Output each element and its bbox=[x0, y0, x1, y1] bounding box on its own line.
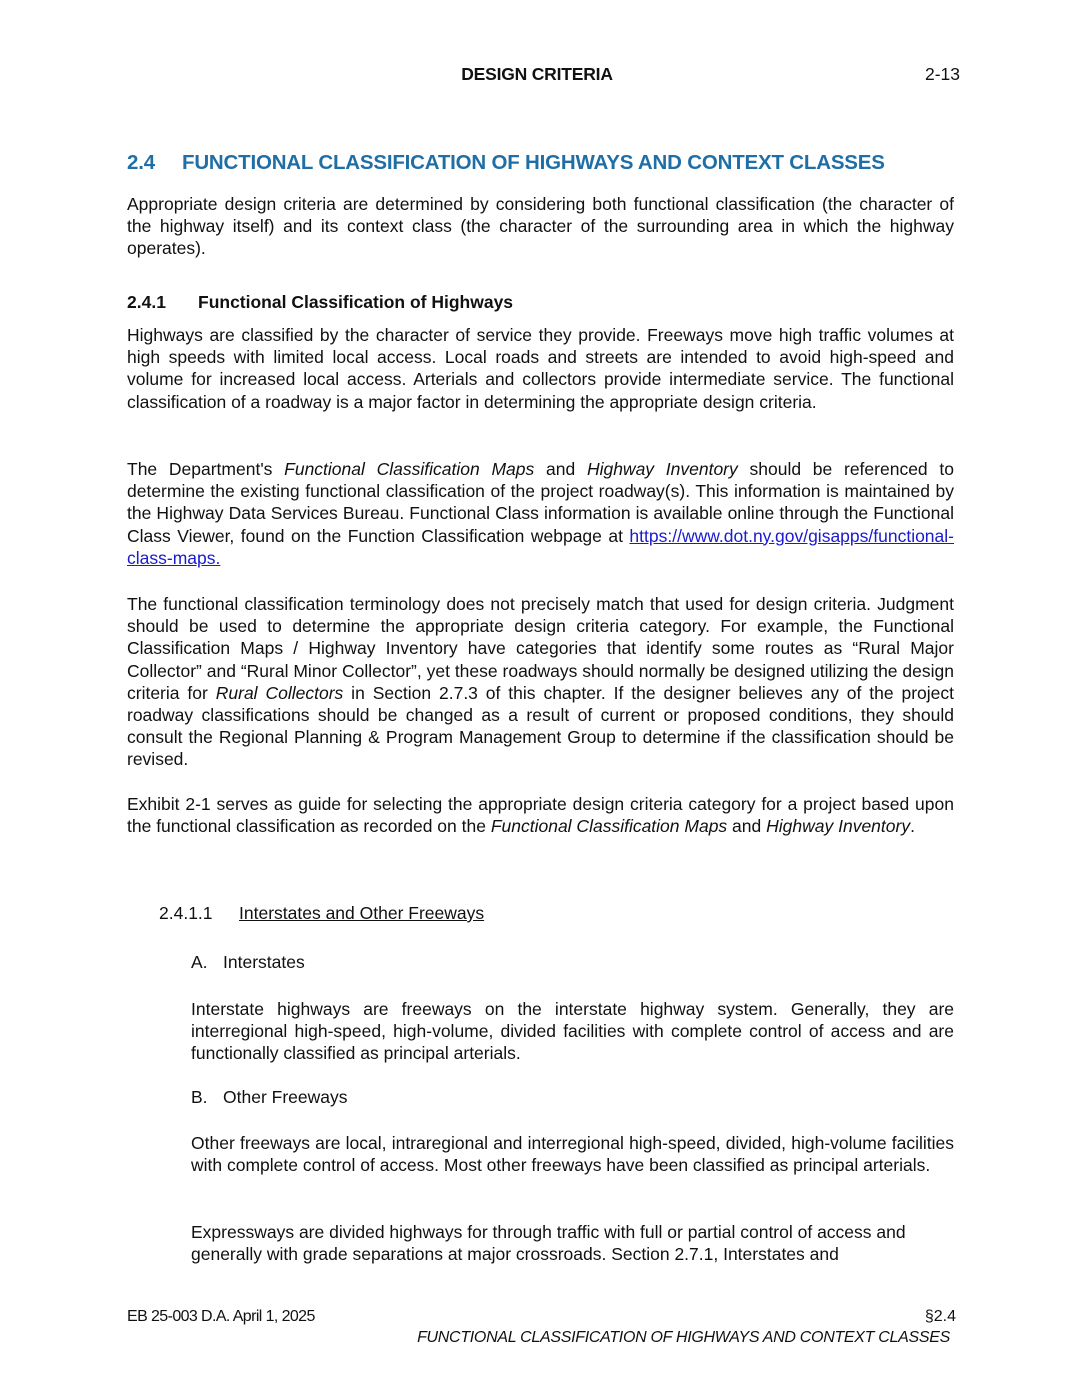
text: and bbox=[534, 459, 587, 479]
item-letter: B. bbox=[191, 1087, 208, 1107]
text: . bbox=[910, 816, 915, 837]
subsubsection-number: 2.4.1.1 bbox=[159, 903, 213, 923]
subsubsection-title: Interstates and Other Freeways bbox=[239, 903, 485, 923]
footer-section-title: FUNCTIONAL CLASSIFICATION OF HIGHWAYS AND CONTEXT CLASSES bbox=[417, 1329, 950, 1346]
item-title: Other Freeways bbox=[223, 1087, 348, 1107]
subsubsection-heading bbox=[159, 903, 484, 924]
paragraph-expressways: Expressways are divided highways for through traffic with full or partial control of access and generally with grade separations at major crossroads. Section 2.7.1, Interstates and bbox=[191, 1222, 906, 1265]
italic-text: Highway Inventory bbox=[586, 459, 738, 479]
paragraph-classification-maps bbox=[127, 458, 954, 569]
paragraph-other-freeways: Other freeways are local, intraregional and interregional high-speed, divided, high-volume facilities with complete control of access. Most other freeways have been classified as principal arterials. bbox=[191, 1133, 954, 1176]
item-letter: A. bbox=[191, 952, 208, 972]
paragraph-interstates: Interstate highways are freeways on the interstate highway system. Generally, they are interregional high-speed, high-volume, divided facilities with complete control of access and are functionally classified as principal arterials. bbox=[191, 999, 954, 1064]
item-heading-interstates bbox=[191, 952, 305, 973]
footer-document-id: EB 25-003 D.A. April 1, 2025 bbox=[127, 1308, 315, 1325]
paragraph-terminology bbox=[127, 593, 954, 771]
text: should be referenced to determine the existing functional classification of the project roadway(s). This information is maintained by the Highway Data Services Bureau. Functional Class information is available online through the Functional Class Viewer, found on the Function Classification webpage at bbox=[127, 459, 954, 546]
item-heading-other-freeways bbox=[191, 1087, 347, 1108]
section-heading bbox=[127, 151, 885, 175]
text: The Department's bbox=[127, 459, 285, 479]
page-number: 2-13 bbox=[924, 64, 960, 84]
paragraph-service-character: Highways are classified by the character of service they provide. Freeways move high traffic volumes at high speeds with limited local access. Local roads and streets are intended to avoid high-speed and volume for increased local access. Arterials and collectors provide intermediate service. The functional classification of a roadway is a major factor in determining the appropriate design criteria. bbox=[127, 325, 954, 412]
subsection-heading bbox=[127, 292, 513, 313]
text: Exhibit 2-1 serves as guide for selecting the appropriate design criteria category for a project based upon the functional classification as recorded on the bbox=[127, 794, 954, 837]
italic-text: Highway Inventory bbox=[766, 816, 911, 837]
italic-text: Rural Collectors bbox=[215, 682, 344, 703]
subsection-number: 2.4.1 bbox=[127, 292, 166, 312]
section-title: FUNCTIONAL CLASSIFICATION OF HIGHWAYS AND CONTEXT CLASSES bbox=[182, 151, 885, 174]
text: The functional classification terminology does not precisely match that used for design criteria. Judgment should be used to determine the appropriate design criteria category. For example, the Functional Classification Maps / Highway Inventory have categories that identify some routes as “Rural Major Collector” and “Rural Minor Collector”, yet these roadways should normally be designed utilizing the design criteria for bbox=[127, 594, 954, 703]
section-number: 2.4 bbox=[127, 151, 155, 174]
italic-text: Functional Classification Maps bbox=[490, 816, 728, 837]
subsection-title: Functional Classification of Highways bbox=[198, 292, 514, 312]
functional-class-maps-link[interactable]: https://www.dot.ny.gov/gisapps/functional-class-maps. bbox=[127, 525, 954, 568]
text: and bbox=[727, 816, 767, 837]
item-title: Interstates bbox=[223, 952, 305, 972]
footer-section-ref: §2.4 bbox=[924, 1308, 956, 1325]
italic-text: Functional Classification Maps bbox=[284, 459, 535, 479]
paragraph-exhibit-reference bbox=[127, 793, 954, 837]
running-header-title: DESIGN CRITERIA bbox=[461, 64, 613, 84]
text: in Section 2.7.3 of this chapter. If the designer believes any of the project roadway classifications should be changed as a result of current or proposed conditions, they should consult the Regional Planning & Program Management Group to determine if the classification should be revised. bbox=[127, 682, 954, 770]
section-intro-paragraph: Appropriate design criteria are determined by considering both functional classification (the character of the highway itself) and its context class (the character of the surrounding area in which the highway operates). bbox=[127, 194, 954, 259]
